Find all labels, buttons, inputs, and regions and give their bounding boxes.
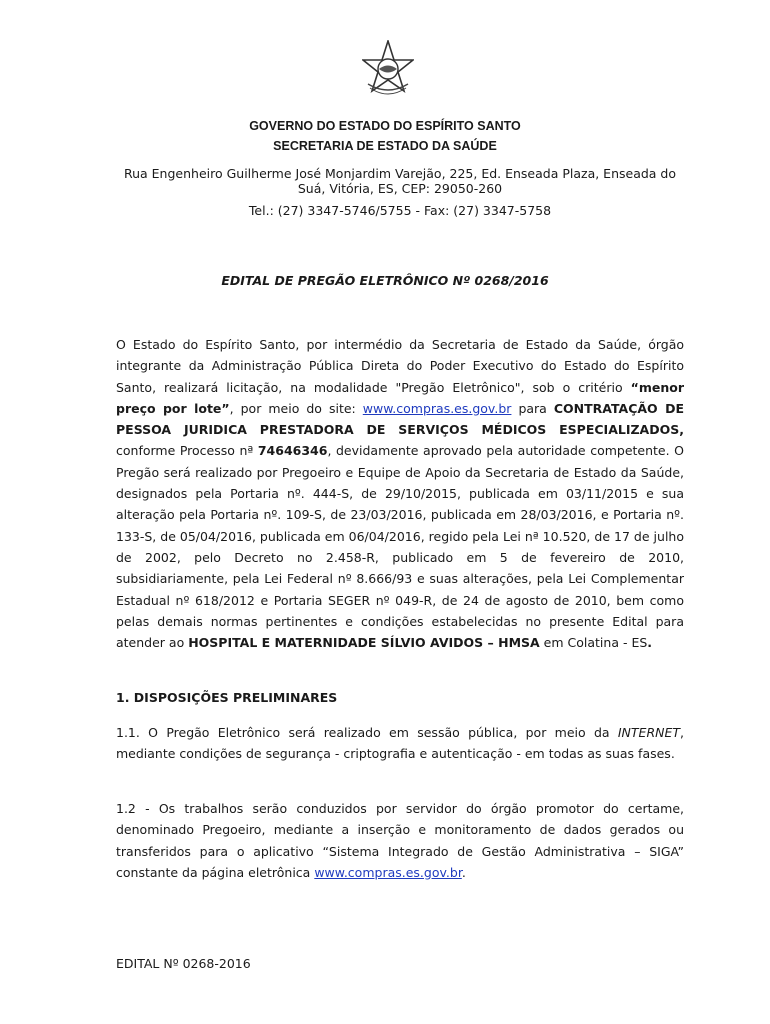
paragraph-1-1: 1.1. O Pregão Eletrônico será realizado em sessão pública, por meio da INTERNET, mediante condições de segurança - criptografia e autenticação - em todas as suas fases. <box>116 725 684 762</box>
section-heading: 1. DISPOSIÇÕES PRELIMINARES <box>116 690 338 705</box>
compras-site-link-2[interactable]: www.compras.es.gov.br <box>314 864 462 880</box>
address: Rua Engenheiro Guilherme José Monjardim Varejão, 225, Ed. Enseada Plaza, Enseada do Suá, Vitória, ES, CEP: 29050-260 <box>123 166 677 196</box>
page-footer: EDITAL Nº 0268-2016 <box>116 956 251 971</box>
coat-of-arms-emblem <box>362 40 414 98</box>
compras-site-link[interactable]: www.compras.es.gov.br <box>362 400 512 416</box>
secretariat-title: SECRETARIA DE ESTADO DA SAÚDE <box>273 139 497 153</box>
government-title: GOVERNO DO ESTADO DO ESPÍRITO SANTO <box>249 119 521 133</box>
edital-title: EDITAL DE PREGÃO ELETRÔNICO Nº 0268/2016 <box>221 273 549 288</box>
phone-fax: Tel.: (27) 3347-5746/5755 - Fax: (27) 3347-5758 <box>248 203 552 218</box>
intro-paragraph: O Estado do Espírito Santo, por intermédio da Secretaria de Estado da Saúde, órgão integrante da Administração Pública Direta do Poder Executivo do Estado do Espírito Santo, realizará licitação, na modalidade "Pregão Eletrônico", sob o critério “menor preço por lote”, por meio do site: www.compras.es.gov.br para CONTRATAÇÃO DE PESSOA JURIDICA PRESTADORA DE SERVIÇOS MÉDICOS ESPECIALIZADOS, conforme Processo nª 74646346, devidamente aprovado pela autoridade competente. O Pregão será realizado por Pregoeiro e Equipe de Apoio da Secretaria de Estado da Saúde, designados pela Portaria nº. 444-S, de 29/10/2015, publicada em 03/11/2015 e sua alteração pela Portaria nº. 109-S, de 23/03/2016, publicada em 28/03/2016, e Portaria nº. 133-S, de 05/04/2016, publicada em 06/04/2016, regido pela Lei nª 10.520, de 17 de julho de 2002, pelo Decreto no 2.458-R, publicado em 5 de fevereiro de 2010, subsidiariamente, pela Lei Federal nº 8.666/93 e suas alterações, pela Lei Complementar Estadual nº 618/2012 e Portaria SEGER nº 049-R, de 24 de agosto de 2010, bem como pelas demais normas pertinentes e condições estabelecidas no presente Edital para atender ao HOSPITAL E MATERNIDADE SÍLVIO AVIDOS – HMSA em Colatina - ES. <box>116 337 684 651</box>
paragraph-1-2: 1.2 - Os trabalhos serão conduzidos por servidor do órgão promotor do certame, denominado Pregoeiro, mediante a inserção e monitoramento de dados gerados ou transferidos para o aplicativo “Sistema Integrado de Gestão Administrativa – SIGA” constante da página eletrônica www.compras.es.gov.br. <box>116 801 684 880</box>
